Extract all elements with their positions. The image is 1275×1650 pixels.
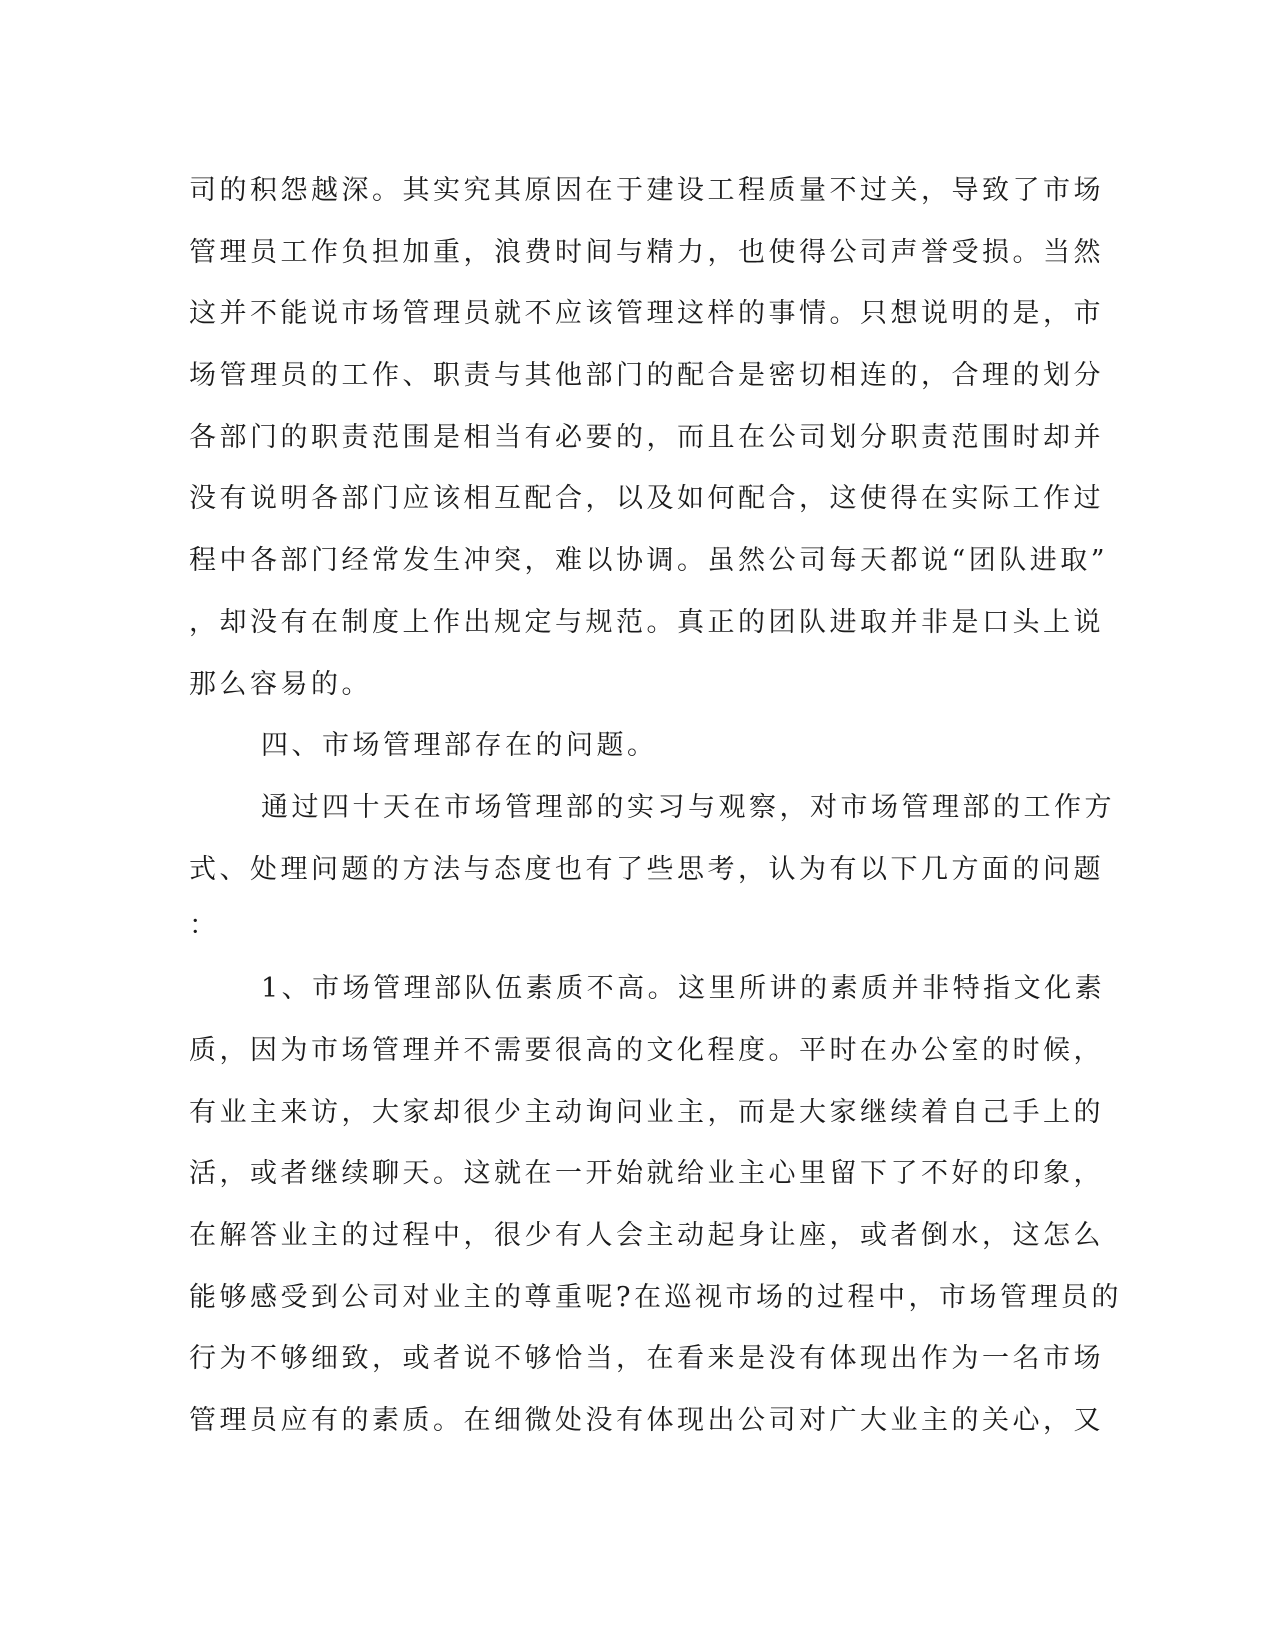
text-line: 活，或者继续聊天。这就在一开始就给业主心里留下了不好的印象， xyxy=(189,1158,1104,1190)
text-line: 质，因为市场管理并不需要很高的文化程度。平时在办公室的时候， xyxy=(189,1034,1104,1066)
text-line: 通过四十天在市场管理部的实习与观察，对市场管理部的工作方 xyxy=(261,791,1115,823)
text-line: 各部门的职责范围是相当有必要的，而且在公司划分职责范围时却并 xyxy=(189,421,1104,453)
text-line: 那么容易的。 xyxy=(189,668,372,700)
text-line: ，却没有在制度上作出规定与规范。真正的团队进取并非是口头上说 xyxy=(189,606,1104,638)
text-line: 行为不够细致，或者说不够恰当，在看来是没有体现出作为一名市场 xyxy=(189,1343,1104,1375)
section-heading: 四、市场管理部存在的问题。 xyxy=(261,730,658,762)
text-line: 司的积怨越深。其实究其原因在于建设工程质量不过关，导致了市场 xyxy=(189,175,1104,206)
text-line: 场管理员的工作、职责与其他部门的配合是密切相连的，合理的划分 xyxy=(189,360,1104,392)
text-line: 能够感受到公司对业主的尊重呢?在巡视市场的过程中，市场管理员的 xyxy=(189,1281,1122,1313)
text-line: 管理员应有的素质。在细微处没有体现出公司对广大业主的关心，又 xyxy=(189,1405,1104,1437)
text-line: 1、市场管理部队伍素质不高。这里所讲的素质并非特指文化素 xyxy=(261,973,1106,1005)
text-line: ： xyxy=(189,910,220,942)
text-line: 在解答业主的过程中，很少有人会主动起身让座，或者倒水，这怎么 xyxy=(189,1220,1104,1251)
text-line: 没有说明各部门应该相互配合，以及如何配合，这使得在实际工作过 xyxy=(189,483,1104,515)
body-text xyxy=(189,160,1122,1452)
text-line: 有业主来访，大家却很少主动询问业主，而是大家继续着自己手上的 xyxy=(189,1096,1104,1128)
text-line: 管理员工作负担加重，浪费时间与精力，也使得公司声誉受损。当然 xyxy=(189,236,1104,268)
text-line: 式、处理问题的方法与态度也有了些思考，认为有以下几方面的问题 xyxy=(189,853,1104,885)
text-line: 这并不能说市场管理员就不应该管理这样的事情。只想说明的是，市 xyxy=(189,298,1104,330)
text-line: 程中各部门经常发生冲突，难以协调。虽然公司每天都说“团队进取” xyxy=(189,545,1109,577)
